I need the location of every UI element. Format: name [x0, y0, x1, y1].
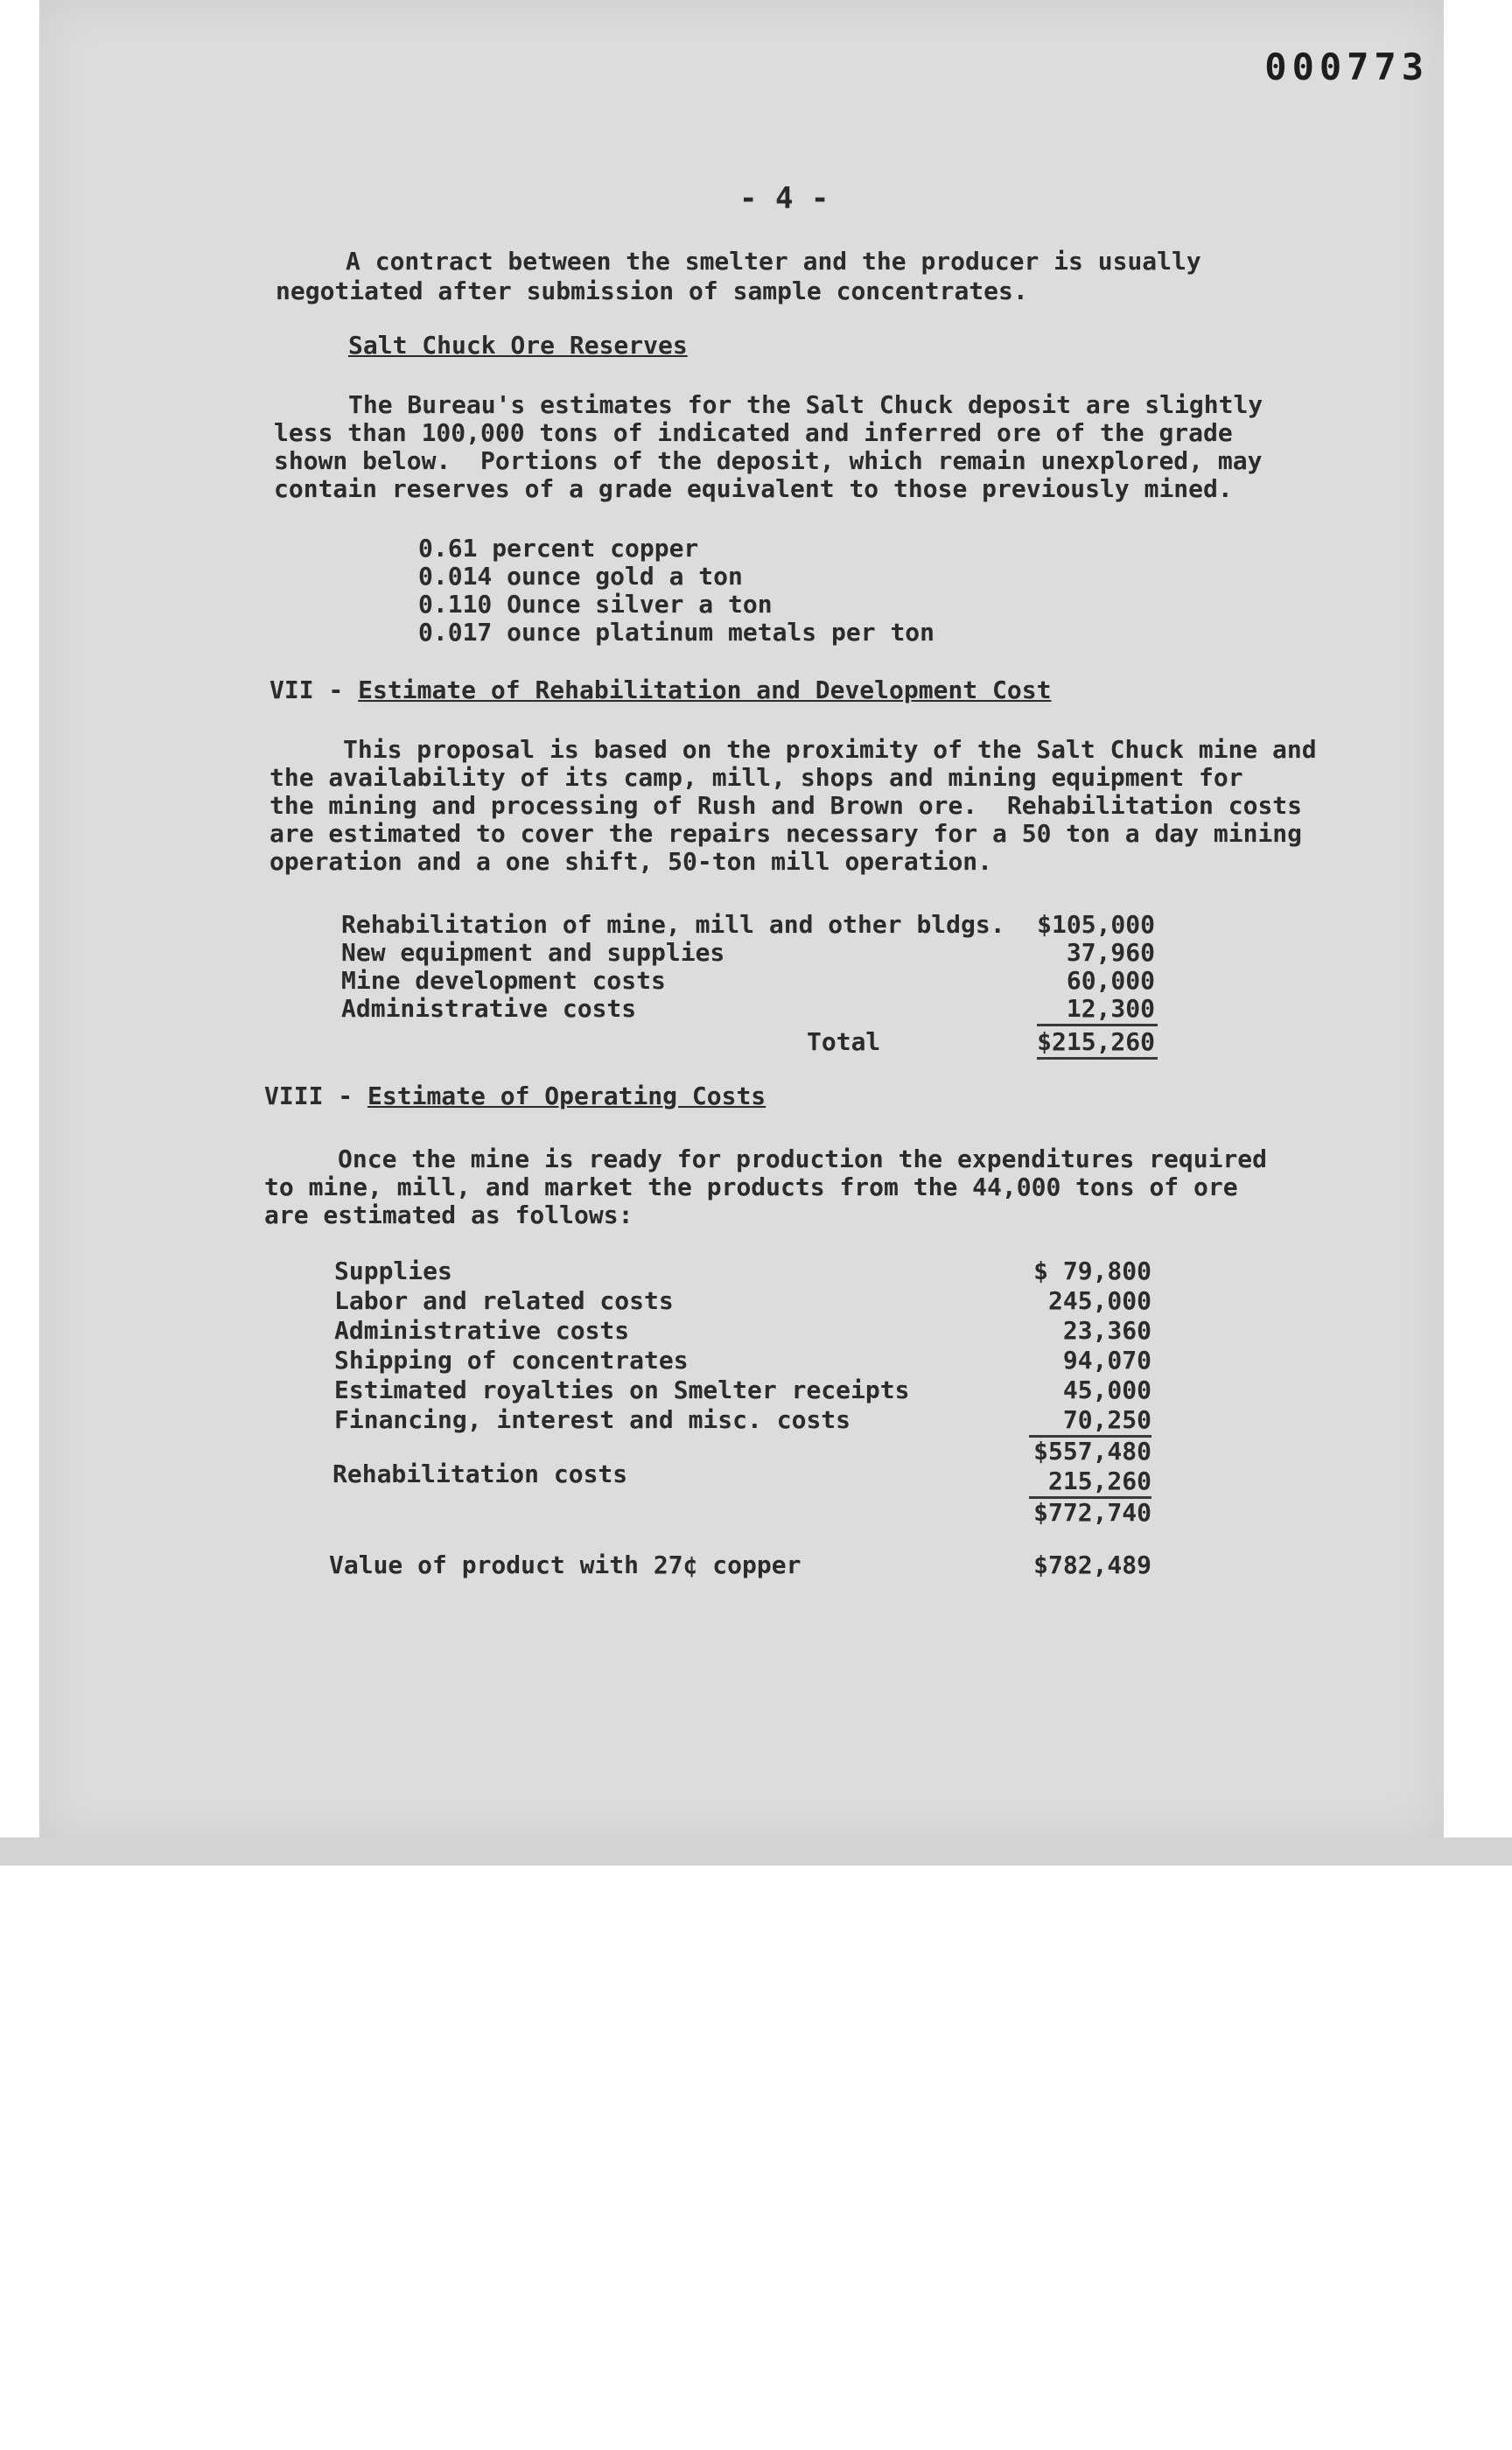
grade-silver: 0.110 Ounce silver a ton	[418, 590, 773, 619]
operating-item-amount: 45,000	[1062, 1376, 1152, 1404]
grade-copper: 0.61 percent copper	[418, 534, 699, 563]
section-7-heading	[270, 676, 1051, 705]
rehab-item-label: New equipment and supplies	[341, 938, 725, 967]
intro-line-2: negotiated after submission of sample concentrates.	[276, 276, 1028, 305]
reserves-line-3: shown below. Portions of the deposit, which remain unexplored, may	[274, 446, 1263, 475]
operating-item-label: Estimated royalties on Smelter receipts	[334, 1376, 910, 1404]
page-number: - 4 -	[739, 181, 830, 216]
section-8-prefix: VIII -	[264, 1082, 368, 1110]
section-7-line-3: the mining and processing of Rush and Brown ore. Rehabilitation costs	[270, 791, 1303, 820]
operating-item-amount: $ 79,800	[1033, 1256, 1152, 1285]
value-amount: $782,489	[1033, 1550, 1152, 1579]
rehab-total-amount: $215,260	[1037, 1027, 1155, 1056]
grade-gold: 0.014 ounce gold a ton	[418, 562, 743, 591]
rehab-item-label: Rehabilitation of mine, mill and other bldgs.	[341, 910, 1005, 939]
section-8-line-2: to mine, mill, and market the products from the 44,000 tons of ore	[264, 1172, 1238, 1201]
reserves-line-1: The Bureau's estimates for the Salt Chuck deposit are slightly	[348, 390, 1264, 419]
grand-total: $772,740	[1033, 1498, 1152, 1527]
section-7-line-2: the availability of its camp, mill, shops and mining equipment for	[270, 763, 1243, 792]
section-8-line-3: are estimated as follows:	[264, 1200, 634, 1229]
operating-item-label: Financing, interest and misc. costs	[334, 1405, 851, 1434]
operating-item-label: Shipping of concentrates	[334, 1346, 689, 1375]
rehab-item-amount: 37,960	[1066, 938, 1155, 967]
operating-item-amount: 94,070	[1062, 1346, 1152, 1375]
sum-rule	[1037, 1024, 1158, 1026]
section-7-prefix: VII -	[270, 676, 359, 704]
rehab-item-label: Administrative costs	[341, 994, 637, 1023]
operating-subtotal: $557,480	[1033, 1437, 1152, 1466]
rehab-costs-label: Rehabilitation costs	[332, 1460, 628, 1488]
grade-platinum: 0.017 ounce platinum metals per ton	[418, 618, 935, 647]
section-8-line-1: Once the mine is ready for production the expenditures required	[338, 1144, 1268, 1173]
section-7-title: Estimate of Rehabilitation and Development Cost	[358, 676, 1052, 704]
rehab-total-label: Total	[807, 1027, 881, 1056]
page-shadow-edge	[0, 1838, 1512, 1866]
rehab-item-amount: $105,000	[1037, 910, 1155, 939]
operating-item-label: Supplies	[334, 1256, 452, 1285]
document-number: 000773	[1264, 46, 1429, 88]
reserves-line-4: contain reserves of a grade equivalent to those previously mined.	[274, 474, 1233, 503]
operating-item-label: Administrative costs	[334, 1316, 630, 1345]
section-7-line-5: operation and a one shift, 50-ton mill operation.	[270, 847, 993, 876]
operating-item-amount: 70,250	[1062, 1405, 1152, 1434]
value-label: Value of product with 27¢ copper	[329, 1550, 802, 1579]
reserves-line-2: less than 100,000 tons of indicated and inferred ore of the grade	[274, 418, 1233, 447]
total-rule	[1037, 1057, 1158, 1060]
rehab-item-label: Mine development costs	[341, 966, 666, 995]
rehab-costs-amount: 215,260	[1047, 1466, 1152, 1495]
operating-item-label: Labor and related costs	[334, 1286, 674, 1315]
section-8-heading	[264, 1082, 766, 1111]
rehab-item-amount: 60,000	[1066, 966, 1155, 995]
reserves-heading: Salt Chuck Ore Reserves	[348, 331, 688, 360]
operating-item-amount: 245,000	[1047, 1286, 1152, 1315]
rehab-item-amount: 12,300	[1066, 994, 1155, 1023]
section-7-line-1: This proposal is based on the proximity of the Salt Chuck mine and	[343, 735, 1317, 764]
operating-item-amount: 23,360	[1062, 1316, 1152, 1345]
section-8-title: Estimate of Operating Costs	[368, 1082, 766, 1110]
section-7-line-4: are estimated to cover the repairs necessary for a 50 ton a day mining	[270, 819, 1303, 848]
intro-line-1: A contract between the smelter and the producer is usually	[346, 247, 1201, 276]
